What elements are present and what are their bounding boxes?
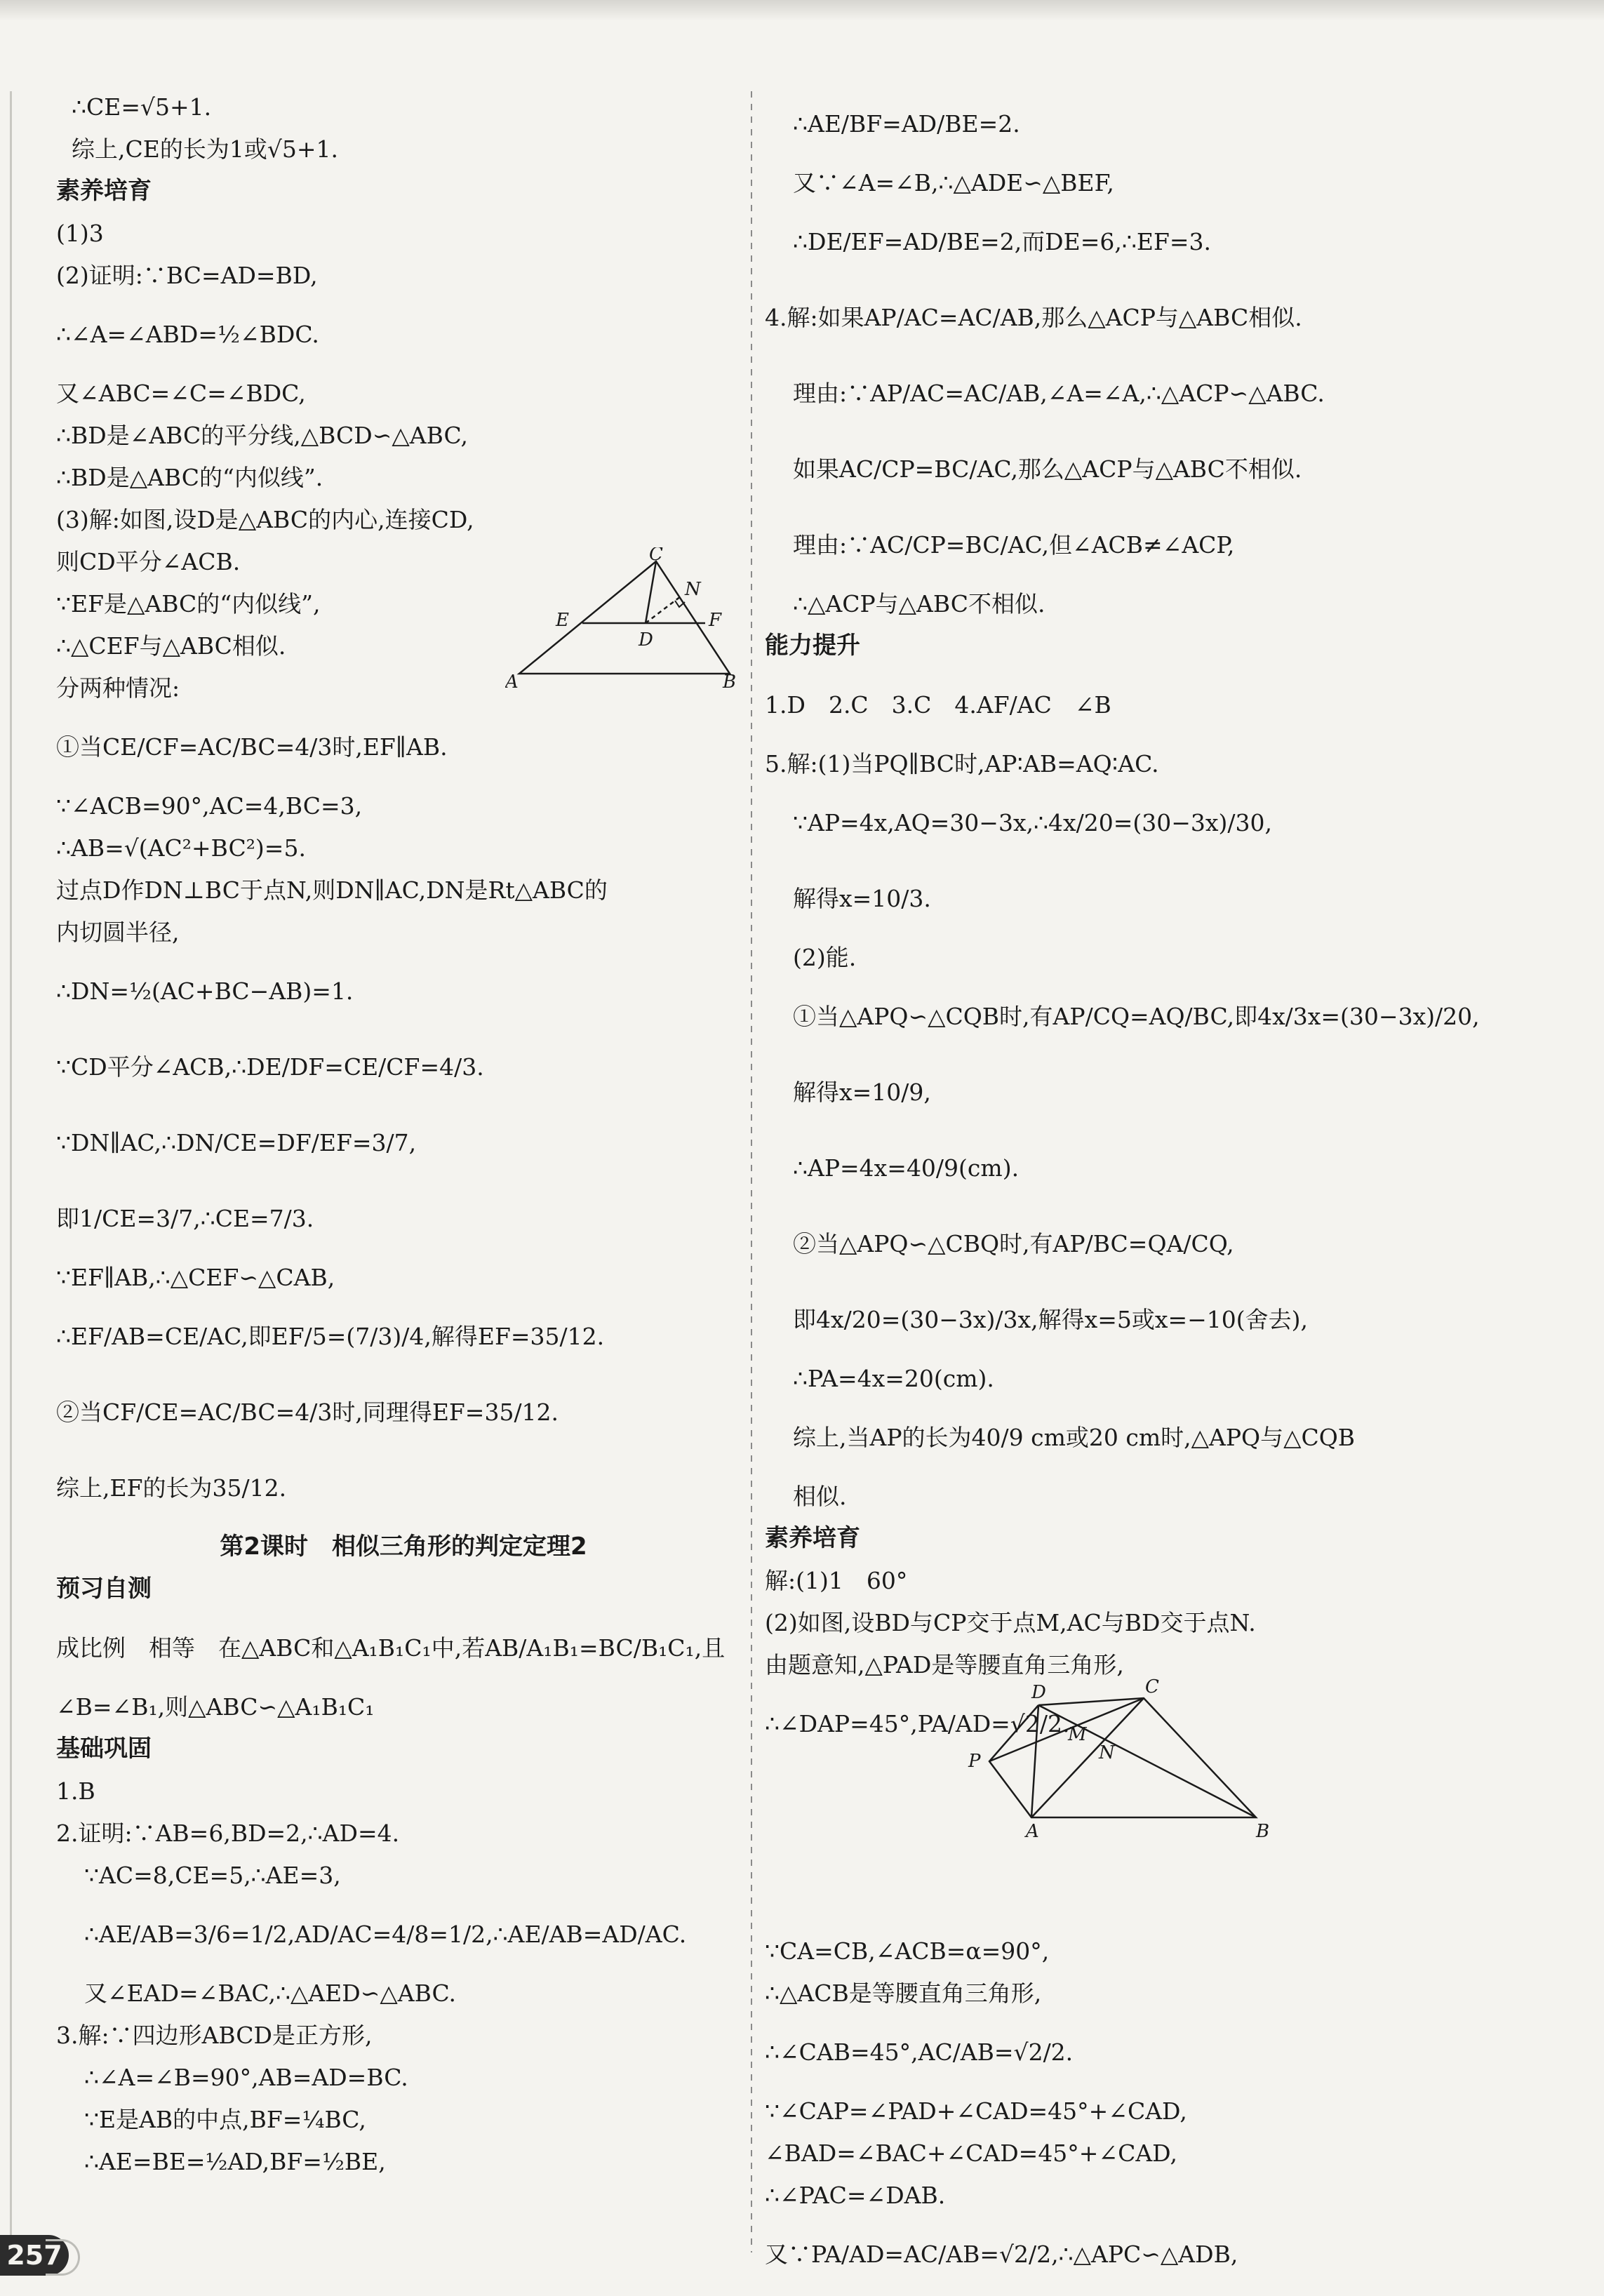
text-line: 又∵PA/AD=AC/AB=√2/2,∴△APC∽△ADB, — [765, 2240, 1238, 2268]
text-line: ∴AE/AB=3/6=1/2,AD/AC=4/8=1/2,∴AE/AB=AD/AC. — [84, 1920, 687, 1948]
text-line: 又∵∠A=∠B,∴△ADE∽△BEF, — [793, 168, 1114, 196]
text-line: ∵DN∥AC,∴DN/CE=DF/EF=3/7, — [56, 1128, 417, 1156]
text-line: 相似. — [793, 1482, 847, 1510]
column-divider — [751, 91, 752, 2252]
text-line: 又∠ABC=∠C=∠BDC, — [56, 379, 306, 407]
label-c: C — [1145, 1677, 1159, 1697]
lesson-title: 第2课时 相似三角形的判定定理2 — [220, 1533, 587, 1561]
text-line: ∠B=∠B₁,则△ABC∽△A₁B₁C₁ — [56, 1693, 375, 1721]
text-line: ①当△APQ∽△CQB时,有AP/CQ=AQ/BC,即4x/3x=(30−3x)/20, — [793, 1002, 1480, 1030]
text-line: ②当CF/CE=AC/BC=4/3时,同理得EF=35/12. — [56, 1398, 559, 1426]
text-line: (2)如图,设BD与CP交于点M,AC与BD交于点N. — [765, 1608, 1256, 1636]
text-line: 3.解:∵四边形ABCD是正方形, — [56, 2021, 373, 2049]
text-line: ∴EF/AB=CE/AC,即EF/5=(7/3)/4,解得EF=35/12. — [56, 1322, 605, 1350]
text-line: ∴DN=½(AC+BC−AB)=1. — [56, 977, 354, 1005]
right-column — [765, 90, 1551, 2296]
text-line: ①当CE/CF=AC/BC=4/3时,EF∥AB. — [56, 733, 448, 761]
section-heading: 预习自测 — [56, 1575, 152, 1603]
text-line: (3)解:如图,设D是△ABC的内心,连接CD, — [56, 505, 474, 533]
text-line: 即4x/20=(30−3x)/3x,解得x=5或x=−10(舍去), — [793, 1305, 1308, 1333]
text-line: ∴AP=4x=40/9(cm). — [793, 1154, 1020, 1182]
text-line: ∴CE=√5+1. — [72, 93, 212, 121]
text-line: ∴∠PAC=∠DAB. — [765, 2181, 946, 2209]
text-line: ∴AB=√(AC²+BC²)=5. — [56, 834, 306, 862]
text-line: (1)3 — [56, 219, 104, 247]
text-line: ∵∠ACB=90°,AC=4,BC=3, — [56, 792, 363, 820]
top-edge-shadow — [0, 0, 1604, 21]
section-heading: 素养培育 — [56, 177, 152, 205]
text-line: ∴△CEF与△ABC相似. — [56, 632, 286, 660]
text-line: 解得x=10/9, — [793, 1078, 931, 1106]
text-line: ∴DE/EF=AD/BE=2,而DE=6,∴EF=3. — [793, 227, 1211, 255]
label-n: N — [1099, 1742, 1115, 1763]
text-line: 又∠EAD=∠BAC,∴△AED∽△ABC. — [84, 1979, 457, 2007]
text-line: ∴∠A=∠ABD=½∠BDC. — [56, 320, 319, 348]
text-line: (2)能. — [793, 943, 857, 971]
text-line: ∵AC=8,CE=5,∴AE=3, — [84, 1861, 341, 1889]
text-line: 由题意知,△PAD是等腰直角三角形, — [765, 1650, 1124, 1678]
text-line: 内切圆半径, — [56, 918, 180, 946]
section-heading: 素养培育 — [765, 1524, 860, 1552]
label-m: M — [1068, 1724, 1087, 1745]
text-line: ②当△APQ∽△CBQ时,有AP/BC=QA/CQ, — [793, 1229, 1234, 1257]
text-line: 综上,当AP的长为40/9 cm或20 cm时,△APQ与△CQB — [793, 1423, 1356, 1451]
text-line: ∴∠A=∠B=90°,AB=AD=BC. — [84, 2063, 408, 2091]
text-line: 过点D作DN⊥BC于点N,则DN∥AC,DN是Rt△ABC的 — [56, 876, 608, 904]
text-line: 综上,EF的长为35/12. — [56, 1474, 287, 1502]
text-line: 1.D 2.C 3.C 4.AF/AC ∠B — [765, 690, 1111, 719]
text-line: ∴AE=BE=½AD,BF=½BE, — [84, 2147, 386, 2175]
section-heading: 基础巩固 — [56, 1735, 152, 1763]
left-column — [56, 90, 751, 2187]
page-number-badge: 257 — [0, 2235, 69, 2276]
text-line: 解:(1)1 60° — [765, 1566, 908, 1594]
label-e: E — [556, 610, 569, 631]
label-b: B — [1256, 1821, 1270, 1838]
text-line: 则CD平分∠ACB. — [56, 547, 241, 575]
text-line: ∴∠DAP=45°,PA/AD=√2/2. — [765, 1709, 1070, 1737]
text-line: ∴AE/BF=AD/BE=2. — [793, 109, 1020, 138]
text-line: ∵CA=CB,∠ACB=α=90°, — [765, 1937, 1050, 1965]
label-c: C — [649, 547, 663, 565]
text-line: ∴BD是△ABC的“内似线”. — [56, 463, 323, 491]
text-line: ∵∠CAP=∠PAD+∠CAD=45°+∠CAD, — [765, 2097, 1187, 2125]
text-line: 综上,CE的长为1或√5+1. — [72, 135, 338, 163]
text-line: 成比例 相等 在△ABC和△A₁B₁C₁中,若AB/A₁B₁=BC/B₁C₁,且 — [56, 1634, 726, 1662]
text-line: 如果AC/CP=BC/AC,那么△ACP与△ABC不相似. — [793, 455, 1302, 483]
text-line: 即1/CE=3/7,∴CE=7/3. — [56, 1204, 314, 1232]
text-line: ∵CD平分∠ACB,∴DE/DF=CE/CF=4/3. — [56, 1053, 484, 1081]
text-line: ∴△ACB是等腰直角三角形, — [765, 1979, 1042, 2007]
text-line: ∵AP=4x,AQ=30−3x,∴4x/20=(30−3x)/30, — [793, 808, 1273, 836]
text-line: ∠BAD=∠BAC+∠CAD=45°+∠CAD, — [765, 2139, 1177, 2167]
text-line: 分两种情况: — [56, 674, 180, 702]
text-line: 1.B — [56, 1777, 95, 1805]
text-line: 解得x=10/3. — [793, 884, 931, 912]
quadrilateral-figure-2 — [961, 1677, 1284, 1838]
text-line: 4.解:如果AP/AC=AC/AB,那么△ACP与△ABC相似. — [765, 303, 1302, 331]
text-line: ∴△ACP与△ABC不相似. — [793, 589, 1045, 618]
text-line: 2.证明:∵AB=6,BD=2,∴AD=4. — [56, 1819, 400, 1847]
label-a: A — [505, 672, 519, 693]
label-b: B — [723, 672, 737, 693]
label-n: N — [685, 579, 701, 600]
label-a: A — [1026, 1821, 1039, 1838]
text-line: ∴BD是∠ABC的平分线,△BCD∽△ABC, — [56, 421, 469, 449]
label-f: F — [709, 610, 722, 631]
text-line: ∴∠CAB=45°,AC/AB=√2/2. — [765, 2038, 1074, 2066]
text-line: ∵EF是△ABC的“内似线”, — [56, 589, 321, 618]
binding-margin-line — [10, 91, 12, 2238]
label-d: D — [1031, 1682, 1046, 1703]
label-p: P — [968, 1751, 981, 1772]
text-line: 5.解:(1)当PQ∥BC时,AP∶AB=AQ∶AC. — [765, 749, 1159, 777]
triangle-figure-1 — [505, 547, 744, 702]
text-line: ∵EF∥AB,∴△CEF∽△CAB, — [56, 1263, 335, 1291]
text-line: ∵E是AB的中点,BF=¼BC, — [84, 2105, 366, 2133]
text-line: (2)证明:∵BC=AD=BD, — [56, 261, 318, 289]
section-heading: 能力提升 — [765, 632, 860, 660]
text-line: 理由:∵AC/CP=BC/AC,但∠ACB≠∠ACP, — [793, 530, 1235, 559]
text-line: ∴PA=4x=20(cm). — [793, 1364, 994, 1392]
label-d: D — [639, 629, 653, 650]
text-line: 理由:∵AP/AC=AC/AB,∠A=∠A,∴△ACP∽△ABC. — [793, 379, 1325, 407]
